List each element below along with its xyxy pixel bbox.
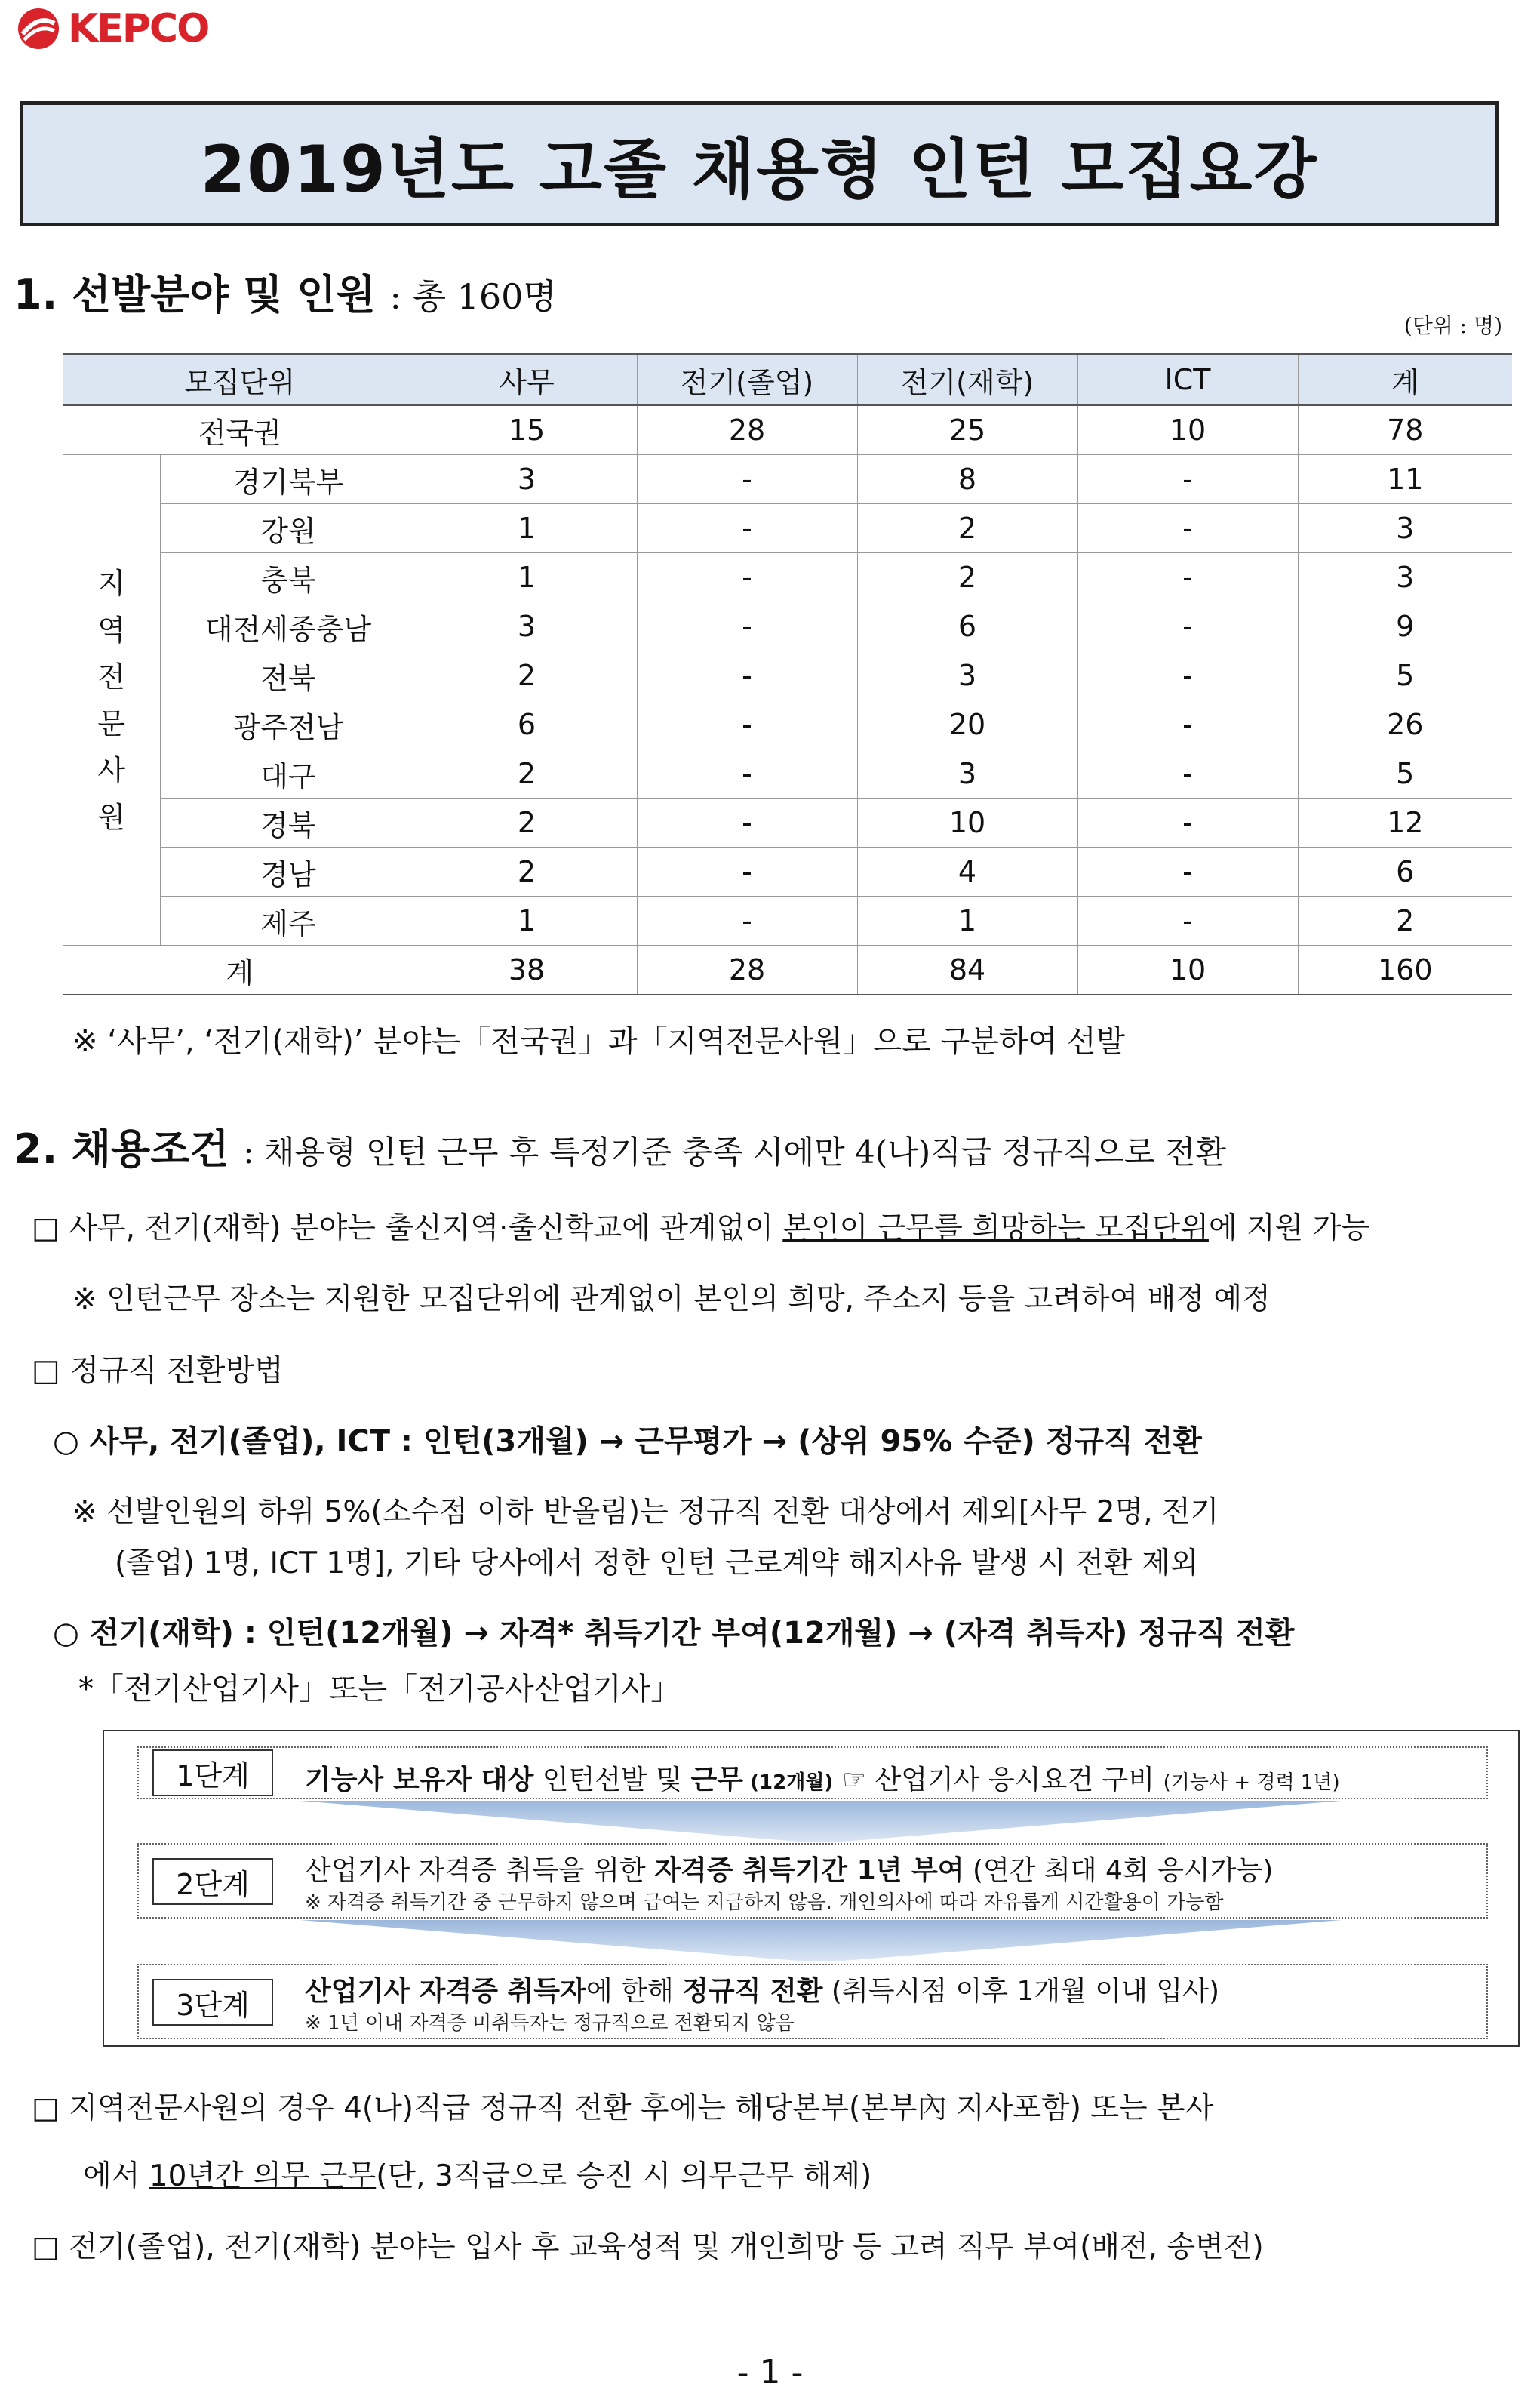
region-group-char: 지: [97, 566, 126, 600]
stage-text-part: 정규직 전환: [682, 1976, 823, 2007]
region-group-label: [63, 455, 160, 946]
stage-text-part: ☞ 산업기사 응시요건 구비: [833, 1765, 1163, 1796]
table-cell: 15: [417, 405, 637, 455]
table-row: [63, 799, 1512, 848]
table-cell: -: [637, 897, 857, 946]
table-cell: -: [637, 700, 857, 749]
table-header-cell: 모집단위: [63, 355, 417, 405]
stage-text-part: (연간 최대 4회 응시가능): [964, 1855, 1274, 1886]
stage-arrow-down-icon: [300, 1920, 1342, 1961]
table-cell: 1: [857, 897, 1077, 946]
stage-3-note: ※ 1년 이내 자격증 미취득자는 정규직으로 전환되지 않음: [305, 2012, 795, 2035]
row-label: 경남: [160, 848, 417, 897]
table-cell: -: [1077, 455, 1298, 504]
table-cell: 1: [417, 553, 637, 602]
item3-line1: □ 지역전문사원의 경우 4(나)직급 정규직 전환 후에는 해당본부(본부內 지사포함) 또는 본사: [32, 2091, 1214, 2125]
table-cell: 6: [1298, 848, 1512, 897]
stage-text-part: 산업기사 자격증 취득을 위한: [305, 1855, 655, 1886]
table-row: [63, 455, 1512, 504]
row-label: 강원: [160, 504, 417, 553]
region-group-char: 문: [97, 706, 126, 740]
table-cell: 9: [1298, 602, 1512, 651]
table-cell: 84: [857, 946, 1077, 995]
table-header-cell: 사무: [417, 355, 637, 405]
table-row: [63, 946, 1512, 995]
stage-text-part: (12개월): [743, 1771, 834, 1794]
section1-title: 1. 선발분야 및 인원: [14, 271, 376, 318]
item2-a: ○ 사무, 전기(졸업), ICT : 인턴(3개월) → 근무평가 → (상위 95% 수준) 정규직 전환: [53, 1424, 1202, 1459]
table-cell: 26: [1298, 700, 1512, 749]
stage-1: [137, 1746, 1488, 1799]
stage-2: [137, 1843, 1488, 1919]
stage-text-part: 근무: [690, 1765, 744, 1796]
table-row: [63, 553, 1512, 602]
table-cell: -: [637, 553, 857, 602]
table-cell: 10: [1077, 405, 1298, 455]
stage-3: [137, 1964, 1488, 2039]
stage-diagram: [103, 1730, 1520, 2047]
item3-line2: [83, 2152, 871, 2195]
table-cell: 6: [417, 700, 637, 749]
kepco-emblem-icon: [17, 7, 60, 51]
table-header-row: [63, 355, 1512, 405]
table-row: [63, 700, 1512, 749]
table-cell: 25: [857, 405, 1077, 455]
table-cell: 1: [417, 504, 637, 553]
row-label: 계: [63, 946, 417, 995]
table-row: [63, 897, 1512, 946]
section2-title: 2. 채용조건: [14, 1125, 229, 1173]
table-cell: 5: [1298, 651, 1512, 700]
table-row: [63, 602, 1512, 651]
table-cell: 2: [417, 749, 637, 799]
table-cell: 2: [417, 651, 637, 700]
table-cell: 1: [417, 897, 637, 946]
item2: □ 정규직 전환방법: [32, 1353, 284, 1388]
stage-text-part: (기능사 + 경력 1년): [1163, 1771, 1340, 1794]
table-cell: 8: [857, 455, 1077, 504]
table-cell: -: [1077, 700, 1298, 749]
table-cell: 2: [857, 553, 1077, 602]
table-row: [63, 651, 1512, 700]
section1-note: ※ ‘사무’, ‘전기(재학)’ 분야는「전국권」과「지역전문사원」으로 구분하여 선발: [72, 1024, 1126, 1059]
row-label: 전북: [160, 651, 417, 700]
table-cell: -: [1077, 553, 1298, 602]
section1-heading: [14, 263, 557, 321]
stage-2-tag: 2단계: [152, 1858, 273, 1905]
stage-2-text: [305, 1849, 1273, 1888]
table-header-cell: 계: [1298, 355, 1512, 405]
region-group-char: 원: [97, 800, 126, 834]
stage-3-text: [305, 1970, 1219, 2008]
kepco-logo: [17, 6, 208, 51]
table-cell: 3: [857, 651, 1077, 700]
table-header-cell: 전기(졸업): [637, 355, 857, 405]
table-cell: 3: [1298, 504, 1512, 553]
stage-1-tag: 1단계: [152, 1749, 273, 1796]
table-cell: 6: [857, 602, 1077, 651]
table-cell: 4: [857, 848, 1077, 897]
item2-b-note: *「전기산업기사」또는「전기공사산업기사」: [78, 1672, 681, 1706]
row-label: 경기북부: [160, 455, 417, 504]
stage-text-part: 산업기사 자격증 취득자: [305, 1976, 586, 2007]
table-row: [63, 848, 1512, 897]
item1-note: ※ 인턴근무 장소는 지원한 모집단위에 관계없이 본인의 희망, 주소지 등을 고려하여 배정 예정: [72, 1282, 1271, 1316]
table-cell: 160: [1298, 946, 1512, 995]
table-cell: -: [1077, 799, 1298, 848]
recruit-table: [63, 353, 1512, 995]
table-cell: -: [637, 651, 857, 700]
table-cell: 28: [637, 946, 857, 995]
table-cell: -: [637, 749, 857, 799]
item2-a-note1: ※ 선발인원의 하위 5%(소수점 이하 반올림)는 정규직 전환 대상에서 제외[사무 2명, 전기: [72, 1495, 1219, 1529]
stage-3-tag: 3단계: [152, 1979, 273, 2026]
table-cell: -: [1077, 897, 1298, 946]
table-cell: -: [1077, 504, 1298, 553]
table-cell: -: [1077, 651, 1298, 700]
stage-text-part: 자격증 취득기간 1년 부여: [654, 1855, 964, 1886]
stage-arrow-down-icon: [300, 1801, 1342, 1842]
item2-b: ○ 전기(재학) : 인턴(12개월) → 자격* 취득기간 부여(12개월) → (자격 취득자) 정규직 전환: [53, 1616, 1295, 1651]
row-label: 광주전남: [160, 700, 417, 749]
item2-a-note2: (졸업) 1명, ICT 1명], 기타 당사에서 정한 인턴 근로계약 해지사유 발생 시 전환 제외: [115, 1546, 1199, 1580]
table-cell: 38: [417, 946, 637, 995]
table-cell: 2: [857, 504, 1077, 553]
table-cell: 5: [1298, 749, 1512, 799]
section1-total: : 총 160명: [389, 276, 557, 317]
row-label: 대구: [160, 749, 417, 799]
table-cell: -: [637, 504, 857, 553]
table-cell: -: [1077, 848, 1298, 897]
item1: [32, 1205, 1369, 1247]
row-label: 전국권: [63, 405, 417, 455]
table-cell: 78: [1298, 405, 1512, 455]
item1-pre: □ 사무, 전기(재학) 분야는 출신지역·출신학교에 관계없이: [32, 1211, 783, 1245]
table-cell: 20: [857, 700, 1077, 749]
page-number: - 1 -: [736, 2353, 804, 2392]
stage-1-text: [305, 1759, 1340, 1797]
region-group-char: 전: [97, 660, 126, 694]
item4: □ 전기(졸업), 전기(재학) 분야는 입사 후 교육성적 및 개인희망 등 고려 직무 부여(배전, 송변전): [32, 2230, 1264, 2264]
item1-post: 에 지원 가능: [1208, 1211, 1370, 1245]
table-row: [63, 405, 1512, 455]
table-cell: -: [1077, 602, 1298, 651]
table-cell: 10: [1077, 946, 1298, 995]
table-header-cell: ICT: [1077, 355, 1298, 405]
title-box: [20, 101, 1499, 226]
row-label: 경북: [160, 799, 417, 848]
table-row: [63, 749, 1512, 799]
table-cell: 3: [1298, 553, 1512, 602]
item3-post: (단, 3직급으로 승진 시 의무근무 해제): [376, 2159, 872, 2193]
table-cell: 2: [417, 799, 637, 848]
stage-2-note: ※ 자격증 취득기간 중 근무하지 않으며 급여는 지급하지 않음. 개인의사에 따라 자유롭게 시간활용이 가능함: [305, 1891, 1224, 1914]
section2-heading: [14, 1117, 1226, 1175]
table-cell: 2: [1298, 897, 1512, 946]
table-cell: 3: [417, 455, 637, 504]
item3-underline: 10년간 의무 근무: [149, 2159, 377, 2193]
row-label: 제주: [160, 897, 417, 946]
table-row: [63, 504, 1512, 553]
table-cell: 12: [1298, 799, 1512, 848]
table-cell: 11: [1298, 455, 1512, 504]
table-cell: -: [637, 799, 857, 848]
item1-underline: 본인이 근무를 희망하는 모집단위: [782, 1211, 1209, 1245]
table-cell: -: [637, 848, 857, 897]
item3-pre: 에서: [83, 2159, 149, 2193]
row-label: 대전세종충남: [160, 602, 417, 651]
table-unit: (단위 : 명): [1403, 313, 1502, 338]
table-cell: 3: [417, 602, 637, 651]
region-group-char: 역: [97, 613, 126, 647]
page-title: 2019년도 고졸 채용형 인턴 모집요강: [200, 132, 1318, 208]
table-header-cell: 전기(재학): [857, 355, 1077, 405]
logo-text: KEPCO: [68, 6, 209, 51]
section2-subtitle: : 채용형 인턴 근무 후 특정기준 충족 시에만 4(나)직급 정규직으로 전환: [243, 1134, 1226, 1171]
row-label: 충북: [160, 553, 417, 602]
table-cell: 10: [857, 799, 1077, 848]
table-cell: -: [1077, 749, 1298, 799]
table-cell: 2: [417, 848, 637, 897]
region-group-char: 사: [97, 753, 126, 787]
stage-text-part: 기능사 보유자 대상: [305, 1765, 534, 1796]
stage-text-part: 에 한해: [586, 1976, 683, 2007]
table-cell: 28: [637, 405, 857, 455]
table-cell: -: [637, 602, 857, 651]
stage-text-part: 인턴선발 및: [533, 1765, 691, 1796]
stage-text-part: (취득시점 이후 1개월 이내 입사): [822, 1976, 1219, 2007]
table-cell: 3: [857, 749, 1077, 799]
table-cell: -: [637, 455, 857, 504]
